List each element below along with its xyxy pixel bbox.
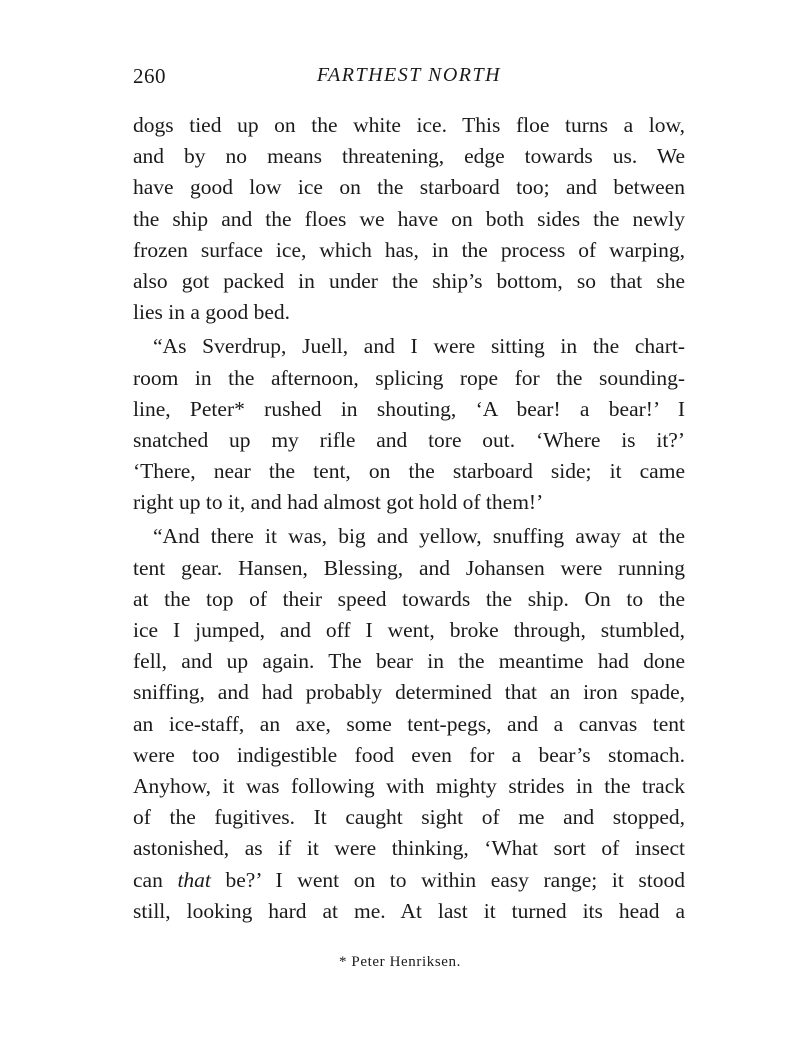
text-line: right up to it, and had almost got hold of them!’ <box>133 490 544 515</box>
running-title: FARTHEST NORTH <box>316 64 502 86</box>
text-line: “And there it was, big and yellow, snuffing away at the <box>153 524 685 549</box>
text-line: an ice-staff, an axe, some tent-pegs, and a canvas tent <box>133 711 685 736</box>
text-fragment: be?’ <box>210 867 261 892</box>
text-line: tent gear. Hansen, Blessing, and Johansen were running <box>133 555 685 580</box>
italic-word: that <box>177 867 211 892</box>
text-line: and by no means threatening, edge towards us. We <box>133 144 685 169</box>
text-line: frozen surface ice, which has, in the process of warping, <box>133 237 685 262</box>
running-head <box>133 64 685 94</box>
footnote: * Peter Henriksen. <box>338 954 462 970</box>
text-line: “As Sverdrup, Juell, and I were sitting in the chart- <box>153 334 685 359</box>
text-line: also got packed in under the ship’s bottom, so that she <box>133 268 685 293</box>
text-line: ice I jumped, and off I went, broke through, stumbled, <box>133 618 685 642</box>
text-line: line, Peter* rushed in shouting, ‘A bear! a bear!’ I <box>133 396 685 421</box>
text-line: of the fugitives. It caught sight of me and stopped, <box>133 805 685 830</box>
text-line: the ship and the floes we have on both sides the newly <box>133 206 685 231</box>
text-line: room in the afternoon, splicing rope for the sounding- <box>133 365 685 390</box>
text-line: astonished, as if it were thinking, ‘What sort of insect <box>133 836 685 861</box>
text-line: ‘There, near the tent, on the starboard side; it came <box>133 459 685 484</box>
text-line: were too indigestible food even for a bear’s stomach. <box>133 742 685 767</box>
text-line: dogs tied up on the white ice. This floe turns a low, <box>133 113 685 137</box>
text-line: lies in a good bed. <box>133 300 291 325</box>
text-line: Anyhow, it was following with mighty strides in the track <box>133 773 685 798</box>
text-line: at the top of their speed towards the ship. On to the <box>133 586 685 611</box>
body-text <box>133 110 685 927</box>
text-line: still, looking hard at me. At last it turned its head a <box>133 898 685 923</box>
text-line: sniffing, and had probably determined that an iron spade, <box>133 680 685 705</box>
text-line: fell, and up again. The bear in the meantime had done <box>133 649 685 674</box>
page-number: 260 <box>133 64 166 88</box>
text-fragment: I went on to within easy range; it stood <box>275 867 685 892</box>
text-fragment: can <box>133 867 178 892</box>
text-line-with-italic <box>133 865 685 896</box>
text-line: have good low ice on the starboard too; and between <box>133 175 685 200</box>
text-line: snatched up my rifle and tore out. ‘Where is it?’ <box>133 427 685 452</box>
